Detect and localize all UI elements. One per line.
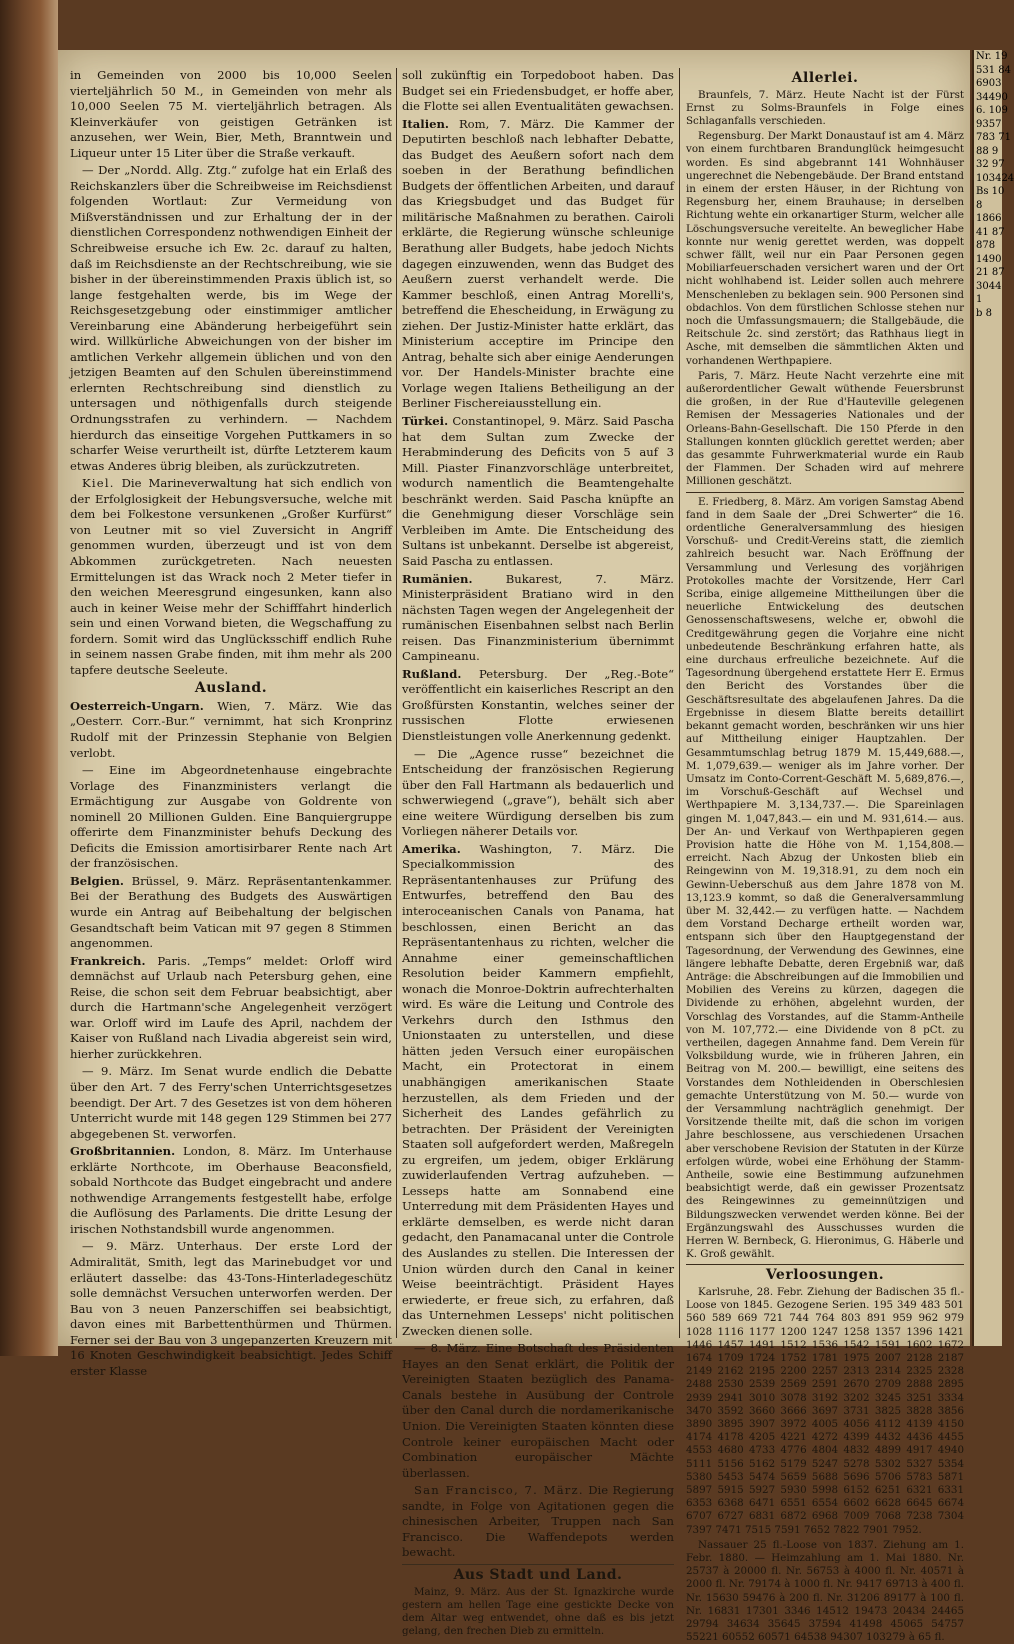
paragraph [70,954,392,1063]
country-heading: Rußland. [402,666,462,681]
paragraph: E. Friedberg, 8. März. Am vorigen Samstag Abend fand in dem Saale der „Drei Schwerter“ die 16. ordentliche Generalversammlung des hiesigen Vorschuß- und Credit-Vereins statt, die ziemlich zahlreich besucht war. Nach Eröffnung der Versammlung und Verlesung des vorjährigen Protokolles machte der Vorsitzende, Herr Carl Scriba, einige allgemeine Mittheilungen über die neuerliche Entwickelung des deutschen Genossenschaftswesens, welche er, obwohl die Creditgewährung gegen die Vorjahre eine nicht unbedeutende Beschränkung erfahren hatte, als eine durchaus erfreuliche bezeichnete. Auf die Tagesordnung übergehend erstattete Herr E. Ermus den Bericht des Vorstandes über die Geschäftsresultate des abgelaufenen Jahres. Da die Ergebnisse in diesem Blatte bereits detaillirt bekannt gemacht worden, beschränken wir uns hier auf Mittheilung einiger Hauptzahlen. Der Gesammtumschlag betrug 1879 M. 15,449,688.—, M. 1,079,639.— weniger als im Jahre vorher. Der Umsatz im Conto-Corrent-Geschäft M. 5,689,876.—, im Vorschuß-Geschäft auf Wechsel und Werthpapiere M. 3,134,737.—. Die Spareinlagen gingen M. 1,047,843.— ein und M. 931,614.— aus. Der An- und Verkauf von Werthpapieren gegen Provision hatte die Höhe von M. 1,154,808.— erreicht. Nach Abzug der Unkosten blieb ein Reingewinn von M. 19,318.91, zu dem noch ein Gewinn-Ueberschuß aus dem Jahre 1878 von M. 13,123.9 kommt, so daß die Generalversammlung über M. 32,442.— zu verfügen hatte. — Nachdem dem Vorstand Decharge ertheilt worden war, entspann sich über den Hauptgegenstand der Tagesordnung, der Verwendung des Gewinnes, eine längere lebhafte Debatte, deren Ergebniß war, daß Anträge: die Abschreibungen auf die Immobilien und Mobilien des Vereins zu kürzen, dagegen die Dividende zu erhöhen, abgelehnt wurden, der Vorschlag des Vorstandes, auf die Stamm-Antheile von M. 107,772.— eine Dividende von 8 pCt. zu vertheilen, dagegen Annahme fand. Dem Verein für Volksbildung wurde, wie in früheren Jahren, ein Beitrag von M. 200.— bewilligt, eine seitens des Vorstandes dem Nothleidenden in Oberschlesien gemachte Unterstützung von M. 50.— wurde von der Versammlung nachträglich genehmigt. Der Vorsitzende theilte mit, daß die schon im vorigen Jahre beschlossene, aus verschiedenen Ursachen aber verschobene Revision der Statuten in der Kürze erfolgen würde, wobei eine Erhöhung der Stamm-Antheile, sowie eine Bestimmung aufzunehmen beabsichtigt werde, daß ein gewisser Prozentsatz des Reingewinnes zu gemeinnützigen und Bildungszwecken verwendet werden könne. Bei der Ergänzungswahl des Ausschusses wurden die Herren W. Bernbeck, G. Hieronimus, G. Häberle und K. Groß gewählt. [686,495,964,1261]
adjacent-page-fragment: b 8 [976,307,992,319]
article-text: Constantinopel, 9. März. Said Pascha hat dem Sultan zum Zwecke der Herabminderung des Deficits von 5 auf 3 Mill. Piaster Finanzvorschläge unterbreitet, wodurch namentlich die Beamtengehalte beschränkt werden. Said Pascha knüpfte an die Genehmigung dieser Vorschläge sein Verbleiben im Amte. Die Entscheidung des Sultans ist unbekannt. Derselbe ist abgereist, Said Pascha zu entlassen. [402,414,675,568]
adjacent-page-fragment: 783 71 [976,132,1011,143]
country-heading: Oesterreich-Ungarn. [70,698,204,713]
adjacent-page-fragment: 1866 [976,213,1002,224]
column-3 [686,68,964,1644]
paragraph [70,476,392,678]
column-2 [402,68,675,1638]
column-rule [396,68,397,1338]
paragraph [402,117,674,412]
adjacent-page-fragment: 32 97 [976,159,1005,170]
country-heading: Amerika. [402,841,461,856]
adjacent-page-fragment: 88 9 [976,145,999,157]
section-heading: Verloosungen. [765,1267,885,1284]
country-heading: Frankreich. [70,953,146,968]
paragraph: Paris, 7. März. Heute Nacht verzehrte eine mit außerordentlicher Gewalt wüthende Feuersbrunst die großen, in der Rue d'Hauteville gelegenen Remisen der Messageries Nationales und der Orleans-Bahn-Gesellschaft. Die 150 Pferde in den Stallungen konnten glücklich gerettet werden; aber das gesammte Fuhrwerkmaterial wurde ein Raub der Flammen. Der Schaden wird auf mehrere Millionen geschätzt. [686,369,964,488]
adjacent-page-fragment: 6. 109 [976,105,1008,116]
paragraph: Braunfels, 7. März. Heute Nacht ist der Fürst Ernst zu Solms-Braunfels in Folge eines Schlaganfalls verschieden. [686,88,964,127]
article-text: Petersburg. Der „Reg.-Bote“ veröffentlicht ein kaiserliches Rescript an den Großfürsten Konstantin, welches seiner der russischen Flotte erwiesenen Dienstleistungen volle Anerkennung gedenkt. [402,666,675,743]
paragraph [70,874,392,952]
adjacent-page-fragment: Nr. 19 [976,51,1008,62]
paragraph: — Eine im Abgeordnetenhause eingebrachte Vorlage des Finanzministers verlangt die Ermächtigung zur Ausgabe von Goldrente von nominell 20 Millionen Gulden. Eine Banquiergruppe offerirte dem Finanzminister behufs Deckung des Deficits die Emission amortisirbarer Rente nach Art der französischen. [70,763,392,871]
adjacent-page-fragment: 878 [976,240,996,251]
book-spine [0,0,58,1356]
paragraph [402,414,674,569]
paragraph: soll zukünftig ein Torpedoboot haben. Das Budget sei ein Friedensbudget, er hoffe aber, die Flotte sei allen Eventualitäten gewachsen. [402,68,674,114]
paragraph: Nassauer 25 fl.-Loose von 1837. Ziehung am 1. Febr. 1880. — Heimzahlung am 1. Mai 1880. Nr. 25737 à 20000 fl. Nr. 56753 à 4000 fl. Nr. 40571 à 2000 fl. Nr. 79174 à 1000 fl. Nr. 9417 69713 à 400 fl. Nr. 15630 59476 à 200 fl. Nr. 31206 89177 à 100 fl. Nr. 16831 17301 3346 14512 19473 20434 24465 29794 34634 35645 37594 41498 45065 54757 55221 60552 60571 64538 94307 103279 à 65 fl. [686,1538,964,1644]
divider [686,492,964,493]
adjacent-page-fragment: 3044 [976,280,1002,292]
adjacent-page-fragment: Bs 10 [976,186,1005,197]
adjacent-page-fragment: 1 [976,294,983,305]
adjacent-page-edge [972,50,1014,1346]
adjacent-page-fragment: 1490 [976,253,1002,265]
paragraph: — Der „Nordd. Allg. Ztg.“ zufolge hat ein Erlaß des Reichskanzlers über die Schreibweise im Reichsdienst folgenden Wortlaut: Zur Vermeidung von Mißverständnissen und zur Erhaltung der in der dienstlichen Correspondenz nothwendigen Einheit der Schreibweise ersuche ich Ew. 2c. darauf zu halten, daß im Reichsdienste an der Rechtschreibung, wie sie bisher in der übereinstimmenden Praxis üblich ist, so lange festgehalten werde, bis im Wege der Reichsgesetzgebung oder einstimmiger amtlicher Vereinbarung eine Abänderung herbeigeführt sein wird. Willkürliche Abweichungen von der bisher im amtlichen Verkehr allgemein üblichen und von den jetzigen Beamten auf den Schulen übereinstimmend erlernten Rechtschreibung sind dienstlich zu untersagen und nöthigenfalls durch steigende Ordnungsstrafen zu verhindern. — Nachdem hierdurch das einseitige Vorgehen Puttkamers in so scharfer Weise verurtheilt ist, dürfte Letzterem kaum etwas Anderes übrig bleiben, als zurückzutreten. [70,163,392,473]
adjacent-page-fragment: 6903 [976,78,1002,89]
country-heading: Rumänien. [402,571,473,586]
article-text: Paris. „Temps“ meldet: Orloff wird demnächst auf Urlaub nach Petersburg gehen, eine Reise, die schon seit dem Februar beabsichtigt, aber durch die Hartmann'sche Angelegenheit verzögert war. Orloff wird im Laufe des April, nachdem der Kaiser von Rußland nach Livadia abgereist sein wird, hierher zurückkehren. [70,953,393,1061]
section-heading: Aus Stadt und Land. [453,1566,623,1583]
section-heading: Allerlei. [791,70,859,86]
paragraph [402,572,674,665]
adjacent-page-fragment: 8 [976,199,983,211]
paragraph: — 9. März. Im Senat wurde endlich die Debatte über den Art. 7 des Ferry'schen Unterrichtsgesetzes beendigt. Der Art. 7 des Gesetzes ist von dem höheren Unterricht wurde mit 148 gegen 129 Stimmen bei 277 abgegebenen St. verworfen. [70,1064,392,1141]
column-1 [70,68,393,1378]
paragraph [70,1144,392,1237]
adjacent-page-fragment: 34490 [976,91,1008,103]
section-heading: Ausland. [194,680,268,697]
article-text: Brüssel, 9. März. Repräsentantenkammer. Bei der Berathung des Budgets des Auswärtigen wurde ein Antrag auf Beibehaltung der belgischen Gesandtschaft beim Vatican mit 97 gegen 8 Stimmen angenommen. [70,873,392,951]
column-rule [679,68,680,1338]
article-text: Wien, 7. März. Wie das „Oesterr. Corr.-Bur.“ vernimmt, hat sich Kronprinz Rudolf mit der Prinzessin Stephanie von Belgien verlobt. [70,698,393,760]
paragraph: in Gemeinden von 2000 bis 10,000 Seelen vierteljährlich 50 M., in Gemeinden von mehr als 10,000 Seelen 75 M. vierteljährlich betragen. Als Kleinverkäufer von geistigen Getränken ist anzusehen, wer Wein, Bier, Meth, Branntwein und Liqueur unter 15 Liter über die Straße verkauft. [70,68,392,160]
article-text: Rom, 7. März. Die Kammer der Deputirten beschloß nach lebhafter Debatte, das Budget des Aeußern sofort nach dem soeben in der Berathung befindlichen Budgets der öffentlichen Arbeiten, und darauf das Kriegsbudget und das Budget für militärische Maßnahmen zu berathen. Cairoli erklärte, die Regierung wünsche schleunige Berathung aller Budgets, habe jedoch Nichts dagegen einzuwenden, wenn das Budget des Aeußern zuerst verhandelt werde. Die Kammer beschloß, einen Antrag Morelli's, betreffend die Ehescheidung, in Erwägung zu ziehen. Der Justiz-Minister hatte erklärt, das Ministerium acceptire im Principe den Antrag, behalte sich aber einige Aenderungen vor. Der Handels-Minister brachte eine Vorlage wegen Italiens Betheiligung an der Berliner Fischereiausstellung ein. [402,116,675,411]
adjacent-page-fragments [974,50,1014,320]
adjacent-page-fragment: 21 87 [976,267,1005,278]
country-heading: Italien. [402,116,449,131]
article-text: Bukarest, 7. März. Ministerpräsident Bratiano wird in den nächsten Tagen wegen der Angelegenheit der rumänischen Eisenbahnen selbst nach Berlin reisen. Das Finanzministerium übernimmt Campineanu. [402,571,674,664]
country-heading: Türkei. [402,414,449,429]
article-text: Die Regierung sandte, in Folge von Agitationen gegen die chinesischen Arbeiter, Truppen nach San Francisco. Die Waffendepots werden bewacht. [402,1483,675,1560]
article-text: Die Marineverwaltung hat sich endlich von der Erfolglosigkeit der Hebungsversuche, welche mit dem bei Folkestone versunkenen „Großer Kurfürst“ von Leutner mit so viel Zuversicht in Angriff genommen wurden, überzeugt und ist von dem Abkommen zurückgetreten. Nach neuesten Ermittelungen ist das Wrack noch 2 Meter tiefer in den weichen Meeresgrund eingesunken, kann also auch in keiner Weise mehr der Schifffahrt hinderlich sein und einen Vorwand bieten, die Wegschaffung zu fordern. Somit wird das Unglücksschiff endlich Ruhe in seinem nassen Grabe finden, mit ihm mehr als 200 tapfere deutsche Seeleute. [70,476,392,677]
article-text: Washington, 7. März. Die Specialkommission des Repräsentantenhauses zur Prüfung des Entwurfes, betreffend den Bau des interoceanischen Canals von Panama, hat beschlossen, einen Bericht an das Repräsentantenhaus zu richten, welcher die Annahme einer gemeinschaftlichen Resolution beider Kammern empfiehlt, wonach die Monroe-Doktrin aufrechterhalten wird. Es wäre die Leitung und Controle des Verkehrs durch den Isthmus den Unionstaaten zu unterstellen, und diese hätten jeden Versuch einer europäischen Macht, ein Protectorat in einem unabhängigen amerikanischen Staate herzustellen, als dem Frieden und der Sicherheit des Landes gefährlich zu betrachten. Der Präsident der Vereinigten Staaten soll aufgefordert werden, Maßregeln zu ergreifen, um jedem, obiger Erklärung zuwiderlaufenden Vertrag aufzuheben. — Lesseps hatte am Sonnabend eine Unterredung mit dem Präsidenten Hayes und erklärte demselben, es werde nicht daran gedacht, den Panamacanal unter die Controle des Auslandes zu stellen. Die Interessen der Union würden durch den Canal in keiner Weise beeinträchtigt. Präsident Hayes erwiederte, er freue sich, zu erfahren, daß das Unternehmen Lesseps' nicht politischen Zwecken dienen solle. [402,841,674,1338]
paragraph: Regensburg. Der Markt Donaustauf ist am 4. März von einem furchtbaren Brandunglück heimgesucht worden. Es sind abgebrannt 141 Wohnhäuser ungerechnet die Nebengebäude. Der Brand entstand in einem der ersten Häuser, in der Richtung von Regensburg her, einem Brauhause; in derselben Richtung wehte ein orkanartiger Sturm, welcher alle Löschungsversuche vereitelte. An beweglicher Habe konnte nur wenig gerettet werden, was doppelt schwer fällt, weil nur ein Paar Personen gegen Mobiliarfeuerschaden versichert waren und der Ort nicht wohlhabend ist. Leider sollen auch mehrere Menschenleben zu beklagen sein. 900 Personen sind obdachlos. Von dem fürstlichen Schlosse stehen nur noch die Umfassungsmauern; die Stallgebäude, die Reitschule 2c. sind zerstört; das Rathhaus liegt in Asche, mit demselben die sämmtlichen Akten und vorhandenen Werthpapiere. [686,130,964,367]
adjacent-page-fragment: 9357 [976,118,1002,130]
adjacent-page-fragment: 103424 [976,172,1014,184]
paragraph: Karlsruhe, 28. Febr. Ziehung der Badischen 35 fl.-Loose von 1845. Gezogene Serien. 195 349 483 501 560 589 669 721 744 764 803 891 959 962 979 1028 1116 1177 1200 1247 1258 1357 1396 1421 1446 1457 1491 1512 1536 1542 1591 1602 1672 1674 1709 1724 1752 1781 1975 2007 2128 2187 2149 2162 2195 2200 2257 2313 2314 2325 2328 2488 2530 2539 2569 2591 2670 2709 2888 2895 2939 2941 3010 3078 3192 3202 3245 3251 3334 3470 3592 3660 3666 3697 3731 3825 3828 3856 3890 3895 3907 3972 4005 4056 4112 4139 4150 4174 4178 4205 4221 4272 4399 4432 4436 4455 4553 4680 4733 4776 4804 4832 4899 4917 4940 5111 5156 5162 5179 5247 5278 5302 5327 5354 5380 5453 5474 5659 5688 5696 5706 5783 5871 5897 5915 5927 5930 5998 6152 6251 6321 6331 6353 6368 6471 6551 6554 6602 6628 6645 6674 6707 6727 6831 6872 6968 7009 7068 7238 7304 7397 7471 7515 7591 7652 7822 7901 7952. [686,1285,964,1536]
adjacent-page-fragment: 41 87 [976,226,1005,238]
paragraph [70,699,392,761]
paragraph [402,842,674,1340]
paragraph [402,1483,674,1561]
newspaper-page [58,50,970,1644]
dateline: San Francisco, 7. März. [414,1483,584,1498]
adjacent-page-fragment: 531 84 [976,64,1011,76]
paragraph [402,667,674,745]
paragraph: — 8. März. Eine Botschaft des Präsidenten Hayes an den Senat erklärt, die Politik der Vereinigten Staaten bezüglich des Panama-Canals bestehe in Ausübung der Controle über den Canal durch die nordamerikanische Union. Die Vereinigten Staaten könnten diese Controle keiner europäischen Macht oder Combination europäischer Mächte überlassen. [402,1341,674,1480]
divider [402,1564,674,1565]
paragraph: — Die „Agence russe“ bezeichnet die Entscheidung der französischen Regierung über den Fall Hartmann als bedauerlich und schwerwiegend („grave“), behält sich aber eine weitere Würdigung derselben bis zum Vorliegen näherer Details vor. [402,746,674,839]
country-heading: Belgien. [70,873,124,888]
paragraph: — 9. März. Unterhaus. Der erste Lord der Admiralität, Smith, legt das Marinebudget vor und erläutert dasselbe: das 43-Tons-Hinterladegeschütz solle demnächst Versuchen unterworfen werden. Der Bau von 3 neuen Panzerschiffen sei beabsichtigt, davon eines mit Barbettenthürmen und Thürmen. Ferner sei der Bau von 3 ungepanzerten Kreuzern mit 16 Knoten Geschwindigkeit beabsichtigt. Jedes Schiff erster Klasse [70,1239,392,1378]
dateline: Kiel. [82,476,115,491]
article-text: London, 8. März. Im Unterhause erklärte Northcote, im Oberhause Beaconsfield, sobald Northcote das Budget eingebracht und andere nothwendige Arrangements festgestellt habe, erfolge die Auflösung des Parlaments. Die dritte Lesung der irischen Nothstandsbill wurde angenommen. [70,1144,392,1236]
divider [686,1264,964,1265]
country-heading: Großbritannien. [70,1144,176,1159]
paragraph: Mainz, 9. März. Aus der St. Ignazkirche wurde gestern am hellen Tage eine gestickte Decke von dem Altar weg entwendet, ohne daß es bis jetzt gelang, den frechen Dieb zu ermitteln. [402,1585,674,1638]
